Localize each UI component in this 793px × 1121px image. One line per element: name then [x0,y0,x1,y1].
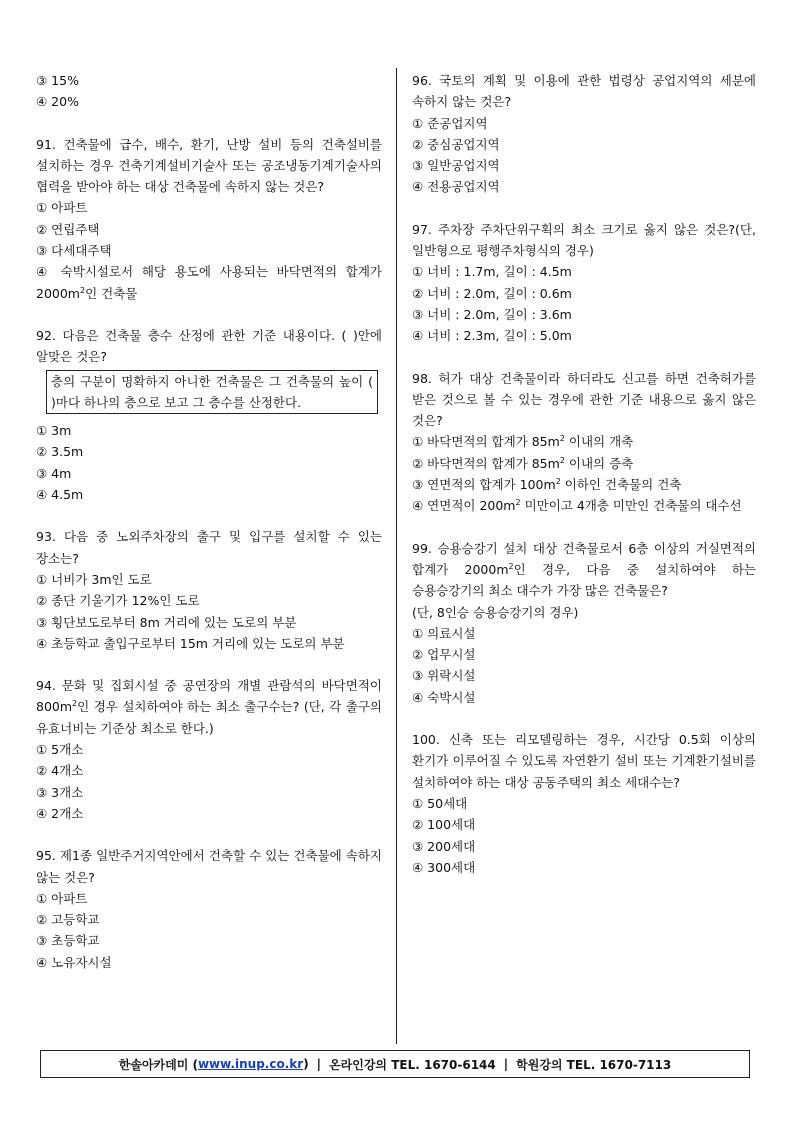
option[interactable]: ③ 일반공업지역 [412,158,500,174]
option-text: ③ 연면적의 합계가 100m [412,477,556,493]
option[interactable]: ① 아파트 [36,200,88,216]
option-text: 이하인 건축물의 건축 [560,477,682,493]
option[interactable] [412,431,756,452]
option-text: ② 바닥면적의 합계가 85m [412,455,560,471]
question-99 [412,538,756,708]
option[interactable]: ④ 전용공업지역 [412,179,500,195]
option[interactable] [412,474,756,495]
question-text: 100. 신축 또는 리모델링하는 경우, 시간당 0.5회 이상의 환기가 이루어질 수 있도록 자연환기 설비 또는 기계환기설비를 설치하여야 하는 대상 공동주택의 최소 세대수는? [412,732,756,790]
condition-box: 층의 구분이 명확하지 아니한 건축물은 그 건축물의 높이 ( )마다 하나의 층으로 보고 그 층수를 산정한다. [46,370,378,415]
option[interactable]: ① 의료시설 [412,625,476,641]
option[interactable]: ③ 3개소 [36,784,84,800]
option[interactable] [412,453,756,474]
question-90-continued [36,70,382,113]
option-text: 이내의 개축 [564,434,634,450]
online-phone: 온라인강의 TEL. 1670-6144 [329,1057,496,1072]
question-92 [36,325,382,505]
question-text: 93. 다음 중 노외주차장의 출구 및 입구를 설치할 수 있는 장소는? [36,529,382,566]
option[interactable]: ④ 300세대 [412,859,476,875]
option[interactable]: ③ 횡단보도로부터 8m 거리에 있는 도로의 부분 [36,614,297,630]
superscript: 2 [559,434,565,444]
option-text: 인 건축물 [85,285,138,301]
question-100 [412,729,756,878]
option-text: 미만이고 4개층 미만인 건축물의 대수선 [520,498,742,514]
option[interactable]: ③ 15% [36,73,79,88]
left-column [36,70,382,994]
question-97 [412,219,756,347]
footer-separator: | [503,1057,509,1071]
option[interactable]: ① 50세대 [412,795,468,811]
option[interactable]: ③ 너비 : 2.0m, 길이 : 3.6m [412,306,572,322]
question-text-part: 94. 문화 및 집회시설 중 공연장의 개별 관람석의 바닥면적이 800m [36,678,382,715]
column-divider [396,68,397,1044]
superscript: 2 [515,498,521,508]
question-text: 96. 국토의 계획 및 이용에 관한 법령상 공업지역의 세분에 속하지 않는 것은? [412,73,756,110]
option[interactable]: ③ 초등학교 [36,933,100,949]
option[interactable] [36,261,382,304]
superscript: 2 [555,476,561,486]
option[interactable]: ④ 20% [36,94,79,110]
option[interactable]: ② 중심공업지역 [412,136,500,152]
option[interactable]: ② 4개소 [36,763,84,779]
option[interactable]: ② 업무시설 [412,647,476,663]
option-text: ④ 숙박시설로서 해당 용도에 사용되는 바닥면적의 합계가 2000m [36,264,382,301]
footer-separator: | [316,1057,322,1071]
question-95 [36,845,382,973]
right-column [412,70,756,899]
option[interactable]: ① 아파트 [36,890,88,906]
question-text [36,675,382,739]
question-text [412,538,756,602]
superscript: 2 [72,699,78,709]
option[interactable]: ④ 너비 : 2.3m, 길이 : 5.0m [412,328,572,344]
page-footer [40,1050,750,1078]
option[interactable]: ① 3m [36,423,72,439]
website-link[interactable]: www.inup.co.kr [197,1057,304,1071]
offline-phone: 학원강의 TEL. 1670-7113 [516,1057,672,1072]
superscript: 2 [559,455,565,465]
option[interactable]: ① 너비가 3m인 도로 [36,571,152,587]
option[interactable]: ④ 숙박시설 [412,689,476,705]
question-text: 97. 주차장 주차단위구획의 최소 크기로 옳지 않은 것은?(단, 일반형으로 평행주차형식의 경우) [412,221,756,259]
option[interactable]: ① 준공업지역 [412,115,488,131]
option[interactable]: ② 고등학교 [36,912,100,928]
option-text: ① 바닥면적의 합계가 85m [412,434,560,450]
option[interactable]: ① 5개소 [36,742,84,758]
option[interactable]: ④ 노유자시설 [36,954,112,970]
superscript: 2 [508,561,514,571]
option[interactable]: ② 너비 : 2.0m, 길이 : 0.6m [412,285,572,301]
academy-name: 한솔아카데미 ( [118,1057,198,1072]
option[interactable]: ④ 2개소 [36,805,84,821]
option-text: ④ 연면적이 200m [412,498,516,514]
option[interactable]: ④ 4.5m [36,487,84,503]
superscript: 2 [80,285,86,295]
question-94 [36,675,382,824]
option[interactable]: ④ 초등학교 출입구로부터 15m 거리에 있는 도로의 부분 [36,635,345,651]
option[interactable]: ② 종단 기울기가 12%인 도로 [36,593,200,609]
option[interactable]: ③ 4m [36,465,72,481]
question-text: 92. 다음은 건축물 층수 산정에 관한 기준 내용이다. ( )안에 알맞은 것은? [36,327,382,365]
option[interactable]: ③ 다세대주택 [36,243,112,259]
option[interactable]: ③ 위락시설 [412,668,476,684]
question-text-part: 인 경우, 다음 중 설치하여야 하는 승용승강기의 최소 대수가 가장 많은 건축물은? [412,561,757,599]
option[interactable] [412,495,756,516]
question-text: 95. 제1종 일반주거지역안에서 건축할 수 있는 건축물에 속하지 않는 것은? [36,848,382,885]
question-93 [36,526,382,654]
option[interactable]: ② 100세대 [412,817,476,833]
question-98 [412,368,756,517]
question-text-part: 99. 승용승강기 설치 대상 건축물로서 6층 이상의 거실면적의 합계가 2000m [412,540,756,577]
question-text: 91. 건축물에 급수, 배수, 환기, 난방 설비 등의 건축설비를 설치하는 경우 건축기계설비기술사 또는 공조냉동기계기술사의 협력을 받아야 하는 대상 건축물에 속하지 않는 것은? [36,136,382,195]
option-text: 이내의 증축 [564,455,634,471]
option[interactable]: ② 3.5m [36,444,84,460]
question-91 [36,134,382,304]
question-note: (단, 8인승 승용승강기의 경우) [412,604,579,620]
option[interactable]: ① 너비 : 1.7m, 길이 : 4.5m [412,264,572,280]
question-text-part: 인 경우 설치하여야 하는 최소 출구수는? (단, 각 출구의 유효너비는 기준상 최소로 한다.) [36,699,382,736]
academy-name-close: ) [303,1057,309,1071]
question-96 [412,70,756,198]
question-text: 98. 허가 대상 건축물이라 하더라도 신고를 하면 건축허가를 받은 것으로 볼 수 있는 경우에 관한 기준 내용으로 옳지 않은 것은? [412,370,756,429]
option[interactable]: ③ 200세대 [412,838,476,854]
option[interactable]: ② 연립주택 [36,221,100,237]
